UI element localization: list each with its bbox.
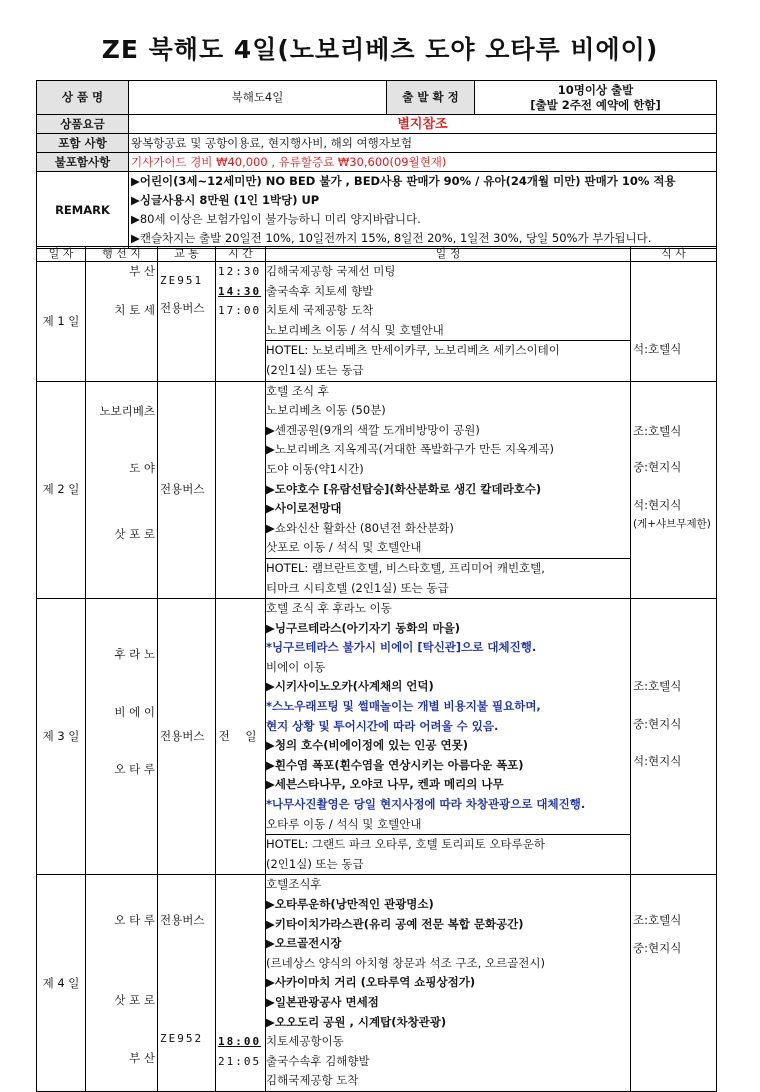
remark-item: ▶싱글사용시 8만원 (1인 1박당) UP — [131, 193, 320, 207]
product-info-table — [36, 80, 717, 249]
schedule-line: 김해국제공항 국제선 미팅 — [266, 264, 396, 278]
meal: 중:현지식 — [633, 716, 682, 731]
price-label: 상품요금 — [37, 115, 129, 134]
day-meals — [631, 875, 717, 1092]
meal: 석:호텔식 — [633, 342, 682, 356]
place: 도 야 — [129, 461, 155, 476]
place-header: 행 선 지 — [86, 247, 158, 262]
day-times — [216, 262, 266, 382]
day-meals — [631, 262, 717, 382]
schedule-line: 김해국제공항 도착 — [266, 1073, 359, 1088]
place: 후 라 노 — [114, 647, 155, 662]
departure-line-1: 10명이상 출발 — [557, 82, 634, 97]
meal: 중:현지식 — [633, 460, 682, 475]
place: 오 타 루 — [114, 762, 155, 777]
place: 부 산 — [129, 264, 155, 278]
schedule-line: ▶닝구르테라스(아기자기 동화의 마을) — [266, 620, 460, 635]
schedule-line: ▶일본관광공사 면세점 — [266, 994, 379, 1009]
schedule-line: ▶시키사이노오카(사계채의 언덕) — [266, 679, 434, 694]
day-times — [216, 381, 266, 599]
place: 비 에 이 — [114, 704, 155, 719]
schedule-line: 치토세 국제공항 도착 — [266, 303, 374, 318]
flight-number: ZE952 — [160, 1032, 204, 1045]
remark-item: ▶어린이(3세~12세미만) NO BED 불가 , BED사용 판매가 90% / 유아(24개월 미만) 판매가 10% 적용 — [131, 174, 676, 188]
place: 치 토 세 — [114, 303, 155, 318]
schedule-line: ▶도야호수 [유람선탑승](화산분화로 생긴 칼데라호수) — [266, 481, 542, 496]
excluded-value: 기사가이드 경비 ₩40,000 , 유류할증료 ₩30,600(09월현재) — [129, 153, 717, 172]
remark-item: ▶캔슬차지는 출발 20일전 10%, 10일전까지 15%, 8일전 20%, 1일전 30%, 당일 50%가 부가됩니다. — [131, 231, 652, 245]
schedule-line: *스노우래프팅 및 썰매놀이는 개별 비용지불 필요하며, — [266, 699, 541, 714]
meal: 조:호텔식 — [633, 423, 682, 438]
day-row — [37, 599, 717, 875]
schedule-line: ▶오오도리 공원 , 시계탑(차창관광) — [266, 1014, 447, 1029]
transport-mode: 전용버스 — [160, 728, 205, 743]
schedule-line: 비에이 이동 — [266, 659, 326, 674]
day-label: 제 3 일 — [37, 599, 86, 875]
schedule-line: ▶흰수염 폭포(흰수염을 연상시키는 아름다운 폭포) — [266, 757, 524, 772]
schedule-line: 현지 상황 및 투어시간에 따라 어려울 수 있음. — [266, 718, 499, 733]
meal-header: 식 사 — [631, 247, 717, 262]
day-schedule — [266, 599, 631, 875]
excluded-label: 불포함사항 — [37, 153, 129, 172]
schedule-line: ▶사카이마치 거리 (오타루역 쇼핑상점가) — [266, 975, 476, 990]
day-meals — [631, 381, 717, 599]
departure-label: 출 발 확 정 — [387, 81, 475, 115]
schedule-line: ▶노보리베츠 지옥계곡(거대한 폭발화구가 만든 지옥계곡) — [266, 442, 554, 457]
day-label: 제 4 일 — [37, 875, 86, 1092]
day-transport — [158, 262, 216, 382]
page-title: ZE 북해도 4일(노보리베츠 도야 오타루 비에이) — [101, 35, 659, 64]
schedule-line: 도야 이동(약1시간) — [266, 461, 364, 476]
place: 부 산 — [129, 1050, 155, 1065]
time-header: 시 간 — [216, 247, 266, 262]
place: 오 타 루 — [114, 913, 155, 928]
day-meals — [631, 599, 717, 875]
schedule-header: 일 정 — [266, 247, 631, 262]
price-value: 별지참조 — [129, 115, 717, 134]
day-schedule — [266, 875, 631, 1092]
schedule-line: (르네상스 양식의 아치형 창문과 석조 구조, 오르골전시) — [266, 955, 545, 970]
transport-mode: 전용버스 — [160, 913, 205, 928]
meal-note: (게+샤브무제한) — [633, 518, 711, 531]
meal: 조:호텔식 — [633, 679, 682, 694]
schedule-line: 출국속후 치토세 향발 — [266, 283, 374, 298]
schedule-line: 노보리베츠 이동 (50분) — [266, 403, 386, 418]
meal: 석:현지식 — [633, 754, 682, 769]
product-name: 북해도4일 — [129, 81, 387, 115]
day-places — [86, 262, 158, 382]
time: 17:00 — [218, 304, 262, 318]
schedule-line: HOTEL: 노보리베츠 만세이카쿠, 노보리베츠 세키스이테이 — [266, 343, 560, 358]
schedule-line: ▶키타이치가라스관(유리 공예 전문 복합 문화공간) — [266, 916, 524, 931]
day-row — [37, 381, 717, 599]
schedule-line: 호텔 조식 후 후라노 이동 — [266, 601, 392, 616]
time: 18:00 — [218, 1035, 262, 1049]
schedule-line: 출국수속후 김해향발 — [266, 1053, 370, 1068]
product-name-label: 상 품 명 — [37, 81, 129, 115]
departure-info — [475, 81, 717, 115]
day-schedule — [266, 262, 631, 382]
schedule-line: 티마크 시티호텔 (2인1실) 또는 동급 — [266, 580, 449, 595]
departure-line-2: [출발 2주전 예약에 한함] — [530, 97, 661, 112]
schedule-line: 호텔 조식 후 — [266, 383, 329, 398]
schedule-line: ▶오타루운하(낭만적인 관광명소) — [266, 897, 434, 911]
time: 21:05 — [218, 1055, 262, 1068]
day-row — [37, 262, 717, 382]
day-transport — [158, 875, 216, 1092]
schedule-line: (2인1실) 또는 동급 — [266, 856, 364, 871]
time-note: 전 일 — [218, 728, 263, 743]
itinerary-header-row — [37, 247, 717, 262]
schedule-line: ▶사이로전망대 — [266, 501, 342, 516]
included-value: 왕복항공료 및 공항이용료, 현지행사비, 해외 여행자보험 — [129, 134, 717, 153]
schedule-line: ▶오르골전시장 — [266, 936, 342, 951]
schedule-line: (2인1실) 또는 동급 — [266, 362, 364, 377]
place: 노보리베츠 — [99, 403, 155, 418]
day-places — [86, 875, 158, 1092]
included-label: 포함 사항 — [37, 134, 129, 153]
time: 12:30 — [218, 265, 262, 278]
schedule-line: ▶세븐스타나무, 오야코 나무, 켄과 메리의 나무 — [266, 777, 504, 792]
day-label: 제 1 일 — [37, 262, 86, 382]
remark-list — [129, 172, 717, 249]
schedule-line: 노보리베츠 이동 / 석식 및 호텔안내 — [266, 321, 630, 342]
transport-mode: 전용버스 — [160, 300, 205, 315]
schedule-line: HOTEL: 그랜드 파크 오타루, 호텔 토리피토 오타루운하 — [266, 837, 545, 852]
remark-label: REMARK — [37, 172, 129, 249]
day-header: 일 자 — [37, 247, 86, 262]
day-places — [86, 599, 158, 875]
day-schedule — [266, 381, 631, 599]
day-places — [86, 381, 158, 599]
meal: 중:현지식 — [633, 941, 682, 955]
remark-item: ▶80세 이상은 보험가입이 불가능하니 미리 양지바랍니다. — [131, 212, 421, 226]
schedule-line: ▶센겐공원(9개의 색깔 도개비방망이 공원) — [266, 422, 480, 437]
flight-number: ZE951 — [160, 274, 204, 287]
schedule-line: 호텔조식후 — [266, 877, 322, 892]
schedule-line: 오타루 이동 / 석식 및 호텔안내 — [266, 815, 630, 836]
day-transport — [158, 381, 216, 599]
day-times — [216, 599, 266, 875]
schedule-line: *닝구르테라스 불가시 비에이 [탁신관]으로 대체진행. — [266, 640, 537, 655]
day-label: 제 2 일 — [37, 381, 86, 599]
schedule-line: 삿포로 이동 / 석식 및 호텔안내 — [266, 538, 630, 559]
time: 14:30 — [218, 284, 262, 298]
schedule-line: *나무사진촬영은 당일 현지사정에 따라 차창관광으로 대체진행. — [266, 797, 586, 812]
meal: 조:호텔식 — [633, 913, 682, 928]
place: 삿 포 로 — [114, 526, 155, 541]
day-row — [37, 875, 717, 1092]
place: 삿 포 로 — [114, 993, 155, 1007]
meal: 석:현지식 — [633, 497, 682, 512]
schedule-line: ▶청의 호수(비에이정에 있는 인공 연못) — [266, 738, 469, 753]
schedule-line: 치토세공항이동 — [266, 1034, 344, 1049]
schedule-line: HOTEL: 램브란트호텔, 비스타호텔, 프리미어 캐빈호텔, — [266, 560, 545, 575]
transport-header: 교 통 — [158, 247, 216, 262]
day-transport — [158, 599, 216, 875]
day-times — [216, 875, 266, 1092]
transport-mode: 전용버스 — [160, 482, 205, 497]
itinerary-table — [36, 246, 717, 1092]
schedule-line: ▶쇼와신산 활화산 (80년전 화산분화) — [266, 520, 454, 535]
